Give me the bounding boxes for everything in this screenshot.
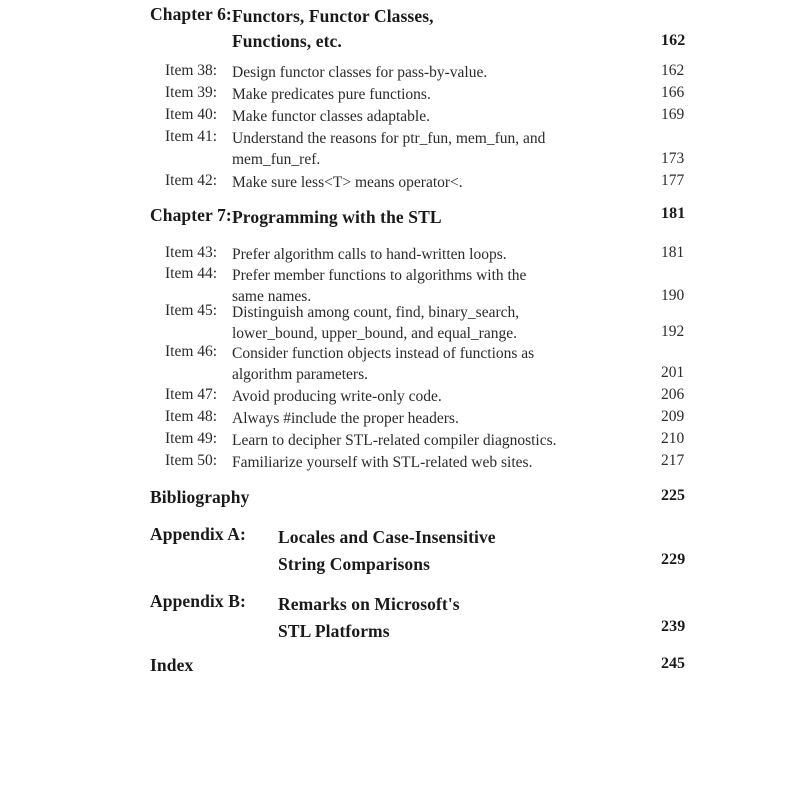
toc-entry-title-line: algorithm parameters. (232, 366, 369, 383)
toc-entry-title (232, 343, 652, 385)
toc-page-number: 166 (661, 84, 685, 101)
toc-entry-title-line: Functions, etc. (232, 31, 342, 51)
toc-page-number: 181 (661, 244, 685, 261)
toc-page-number: 245 (661, 655, 685, 672)
toc-entry-title-line: STL Platforms (278, 621, 390, 641)
toc-page-number: 192 (661, 323, 685, 340)
toc-entry-label: Index (150, 655, 194, 675)
toc-entry-title (232, 244, 652, 265)
toc-entry-title (232, 128, 652, 170)
toc-entry-label: Item 47: (165, 386, 218, 403)
toc-entry-label: Bibliography (150, 487, 250, 507)
toc-entry-title-line: Make functor classes adaptable. (232, 108, 430, 125)
toc-entry-label: Item 38: (165, 62, 218, 79)
toc-page-number: 181 (661, 205, 686, 222)
toc-entry-title (232, 302, 652, 344)
toc-page-number: 162 (661, 32, 686, 49)
toc-entry-title-line: Prefer algorithm calls to hand-written loops. (232, 246, 507, 263)
toc-entry-label: Appendix B: (150, 591, 246, 611)
toc-entry-title (232, 265, 652, 307)
toc-entry-title (232, 430, 652, 451)
toc-entry-title (232, 205, 442, 230)
toc-entry-title-line: Functors, Functor Classes, (232, 6, 434, 26)
toc-page-number: 239 (661, 618, 686, 635)
toc-entry-label: Item 40: (165, 106, 218, 123)
toc-entry-label: Appendix A: (150, 524, 246, 544)
toc-entry-label: Item 45: (165, 302, 218, 319)
toc-entry-title (278, 591, 460, 645)
toc-entry-title (278, 524, 496, 578)
toc-entry-label: Chapter 7: (150, 205, 232, 225)
toc-entry-title (232, 62, 652, 83)
toc-entry-title-line: Learn to decipher STL-related compiler diagnostics. (232, 432, 557, 449)
toc-entry-title-line: Always #include the proper headers. (232, 410, 459, 427)
toc-entry-label: Item 49: (165, 430, 218, 447)
toc-entry-title-line: Make predicates pure functions. (232, 86, 431, 103)
toc-entry-title (232, 408, 652, 429)
toc-entry-label: Item 39: (165, 84, 218, 101)
toc-entry-title (232, 172, 652, 193)
toc-page-number: 201 (661, 364, 685, 381)
toc-page-number: 209 (661, 408, 685, 425)
toc-entry-label: Item 43: (165, 244, 218, 261)
toc-page-number: 225 (661, 487, 685, 504)
toc-entry-title (232, 386, 652, 407)
toc-entry-title-line: Design functor classes for pass-by-value. (232, 64, 488, 81)
toc-entry-title-line: same names. (232, 288, 312, 305)
toc-page-number: 169 (661, 106, 685, 123)
toc-page-number: 206 (661, 386, 685, 403)
toc-entry-title (232, 106, 652, 127)
toc-entry-label: Chapter 6: (150, 4, 232, 24)
toc-page-number: 217 (661, 452, 685, 469)
toc-page-number: 173 (661, 150, 685, 167)
toc-entry-title-line: String Comparisons (278, 554, 431, 574)
toc-entry-title (232, 452, 652, 473)
toc-entry-label: Item 48: (165, 408, 218, 425)
toc-entry-title-line: mem_fun_ref. (232, 151, 321, 168)
toc-entry-title-line: Understand the reasons for ptr_fun, mem_fun, and (232, 130, 546, 147)
toc-page-number: 177 (661, 172, 685, 189)
toc-entry-title-line: Make sure less<T> means operator<. (232, 174, 463, 191)
toc-page-number: 229 (661, 551, 686, 568)
toc-entry-label: Item 44: (165, 265, 218, 282)
toc-entry-title-line: Programming with the STL (232, 207, 442, 227)
toc-entry-title-line: Remarks on Microsoft's (278, 594, 460, 614)
toc-entry-title-line: Distinguish among count, find, binary_search, (232, 304, 520, 321)
toc-entry-label: Item 42: (165, 172, 218, 189)
toc-entry-label: Item 41: (165, 128, 218, 145)
toc-entry-label: Item 46: (165, 343, 218, 360)
toc-entry-title-line: Consider function objects instead of functions as (232, 345, 535, 362)
toc-entry-title (232, 4, 434, 54)
toc-entry-title-line: lower_bound, upper_bound, and equal_range. (232, 325, 517, 342)
toc-entry-title-line: Locales and Case-Insensitive (278, 527, 496, 547)
toc-entry-title-line: Avoid producing write-only code. (232, 388, 442, 405)
toc-entry-title-line: Prefer member functions to algorithms with the (232, 267, 527, 284)
toc-page-number: 210 (661, 430, 685, 447)
toc-entry-title-line: Familiarize yourself with STL-related web sites. (232, 454, 533, 471)
toc-entry-label: Item 50: (165, 452, 218, 469)
toc-page-number: 162 (661, 62, 685, 79)
toc-page-number: 190 (661, 287, 685, 304)
toc-entry-title (232, 84, 652, 105)
